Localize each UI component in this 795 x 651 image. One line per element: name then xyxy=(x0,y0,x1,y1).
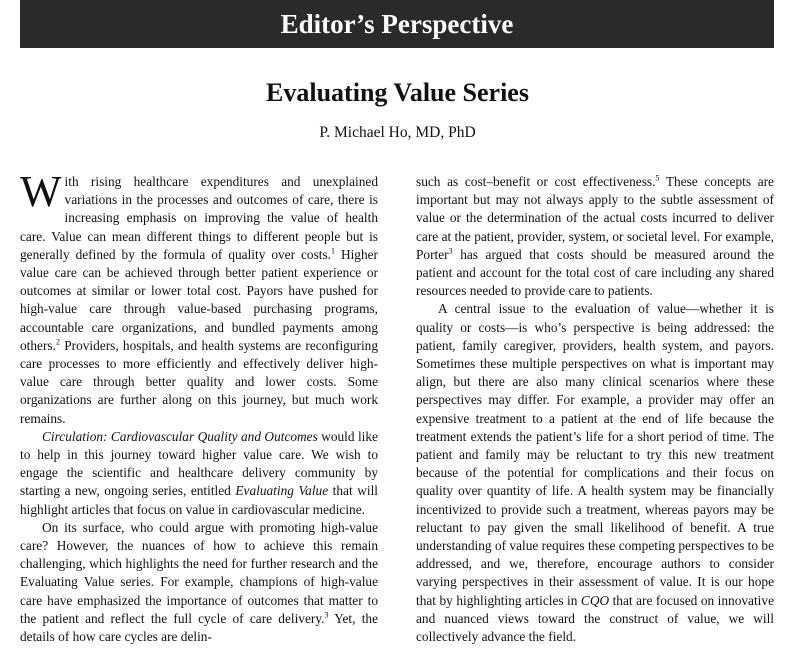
banner-title: Editor’s Perspective xyxy=(280,8,514,39)
article-author: P. Michael Ho, MD, PhD xyxy=(319,124,476,141)
paragraph-text: Providers, hospitals, and health systems are reconfiguring care processes to more efficiently and effectively deliver high-value care through better quality and lower costs. Some organizations are further along on this journey, but much work remains. xyxy=(20,337,378,426)
journal-name: Circulation: Cardiovascular Quality and Outcomes xyxy=(42,428,318,444)
reference-marker: 5 xyxy=(655,173,660,183)
paragraph-text: ith rising healthcare expenditures and unexplained variations in the processes and outcomes of care, there is increasing emphasis on improving the value of health care. Value can mean different things to different people but is generally defined by the formula of quality over costs. xyxy=(20,174,378,262)
paragraph-text: has argued that costs should be measured around the patient and account for the total cost of care including any shared resources needed to provide care to patients. xyxy=(416,246,774,299)
paragraph-text: A central issue to the evaluation of value—whether it is quality or costs—is who’s perspective is being addressed: the patient, family caregiver, providers, health system, and payors. Sometimes these multiple perspectives on what is important may align, but there are also many clinical scenarios where these perspectives may differ. For example, a provider may offer an expensive treatment to a patient at the end of life because the treatment extends the patient’s life for a short period of time. The patient and family may be reluctant to try this new treatment because of the potential for complications and their focus on quality over quantity of life. A health system may be financially incentivized to provide such a treatment, whereas payors may be reluctant to pay given the small likelihood of benefit. A true understanding of value requires these competing perspectives to be addressed, and we, therefore, encourage authors to consider varying perspectives in their assessment of value. It is our hope that by highlighting articles in xyxy=(416,301,774,608)
reference-marker: 3 xyxy=(448,246,453,256)
drop-cap: W xyxy=(20,167,62,216)
reference-marker: 3 xyxy=(324,610,329,620)
paragraph-text: such as cost–benefit or cost effectiveness. xyxy=(416,174,656,189)
paragraph-text: would like to help in this journey toward higher value care. We wish to engage the scientific and healthcare delivery community by starting a new, ongoing series, entitled xyxy=(20,428,378,499)
left-column xyxy=(20,167,378,646)
paragraph-2 xyxy=(20,428,378,519)
paragraph-4 xyxy=(416,173,774,300)
paragraph-text: Yet, the details of how care cycles are delin- xyxy=(20,610,378,645)
paragraph-3 xyxy=(20,519,378,646)
series-name: Evaluating Value xyxy=(235,483,329,499)
reference-marker: 2 xyxy=(55,337,60,347)
paragraph-text: These concepts are important but may not always apply to the subtle assessment of value or the determination of the actual costs incurred to deliver care at the patient, provider, system, or societal level. For example, Porter xyxy=(416,174,774,262)
journal-abbreviation: CQO xyxy=(580,592,610,608)
paragraph-text: that are focused on innovative and nuanced views toward the construct of value, we will collectively advance the field. xyxy=(416,592,774,645)
section-banner xyxy=(20,0,774,48)
paragraph-text: that will highlight articles that focus on value in cardiovascular medicine. xyxy=(20,483,378,517)
paragraph-text: On its surface, who could argue with promoting high-value care? However, the nuances of how to achieve this remain challenging, which highlights the need for further research and the Evaluating Value series. For example, champions of high-value care have emphasized the importance of outcomes that matter to the patient and reflect the full cycle of care delivery. xyxy=(20,519,378,626)
right-column xyxy=(416,173,774,646)
paragraph-text: Higher value care can be achieved through better patient experience or outcomes at similar or lower total cost. Payors have pushed for high-value care through value-based purchasing programs, accountable care organizations, and bundled payments among others. xyxy=(20,246,378,353)
reference-marker: 1 xyxy=(331,246,335,256)
article-title: Evaluating Value Series xyxy=(266,78,529,107)
paragraph-1 xyxy=(20,167,378,428)
paragraph-5 xyxy=(416,300,774,646)
